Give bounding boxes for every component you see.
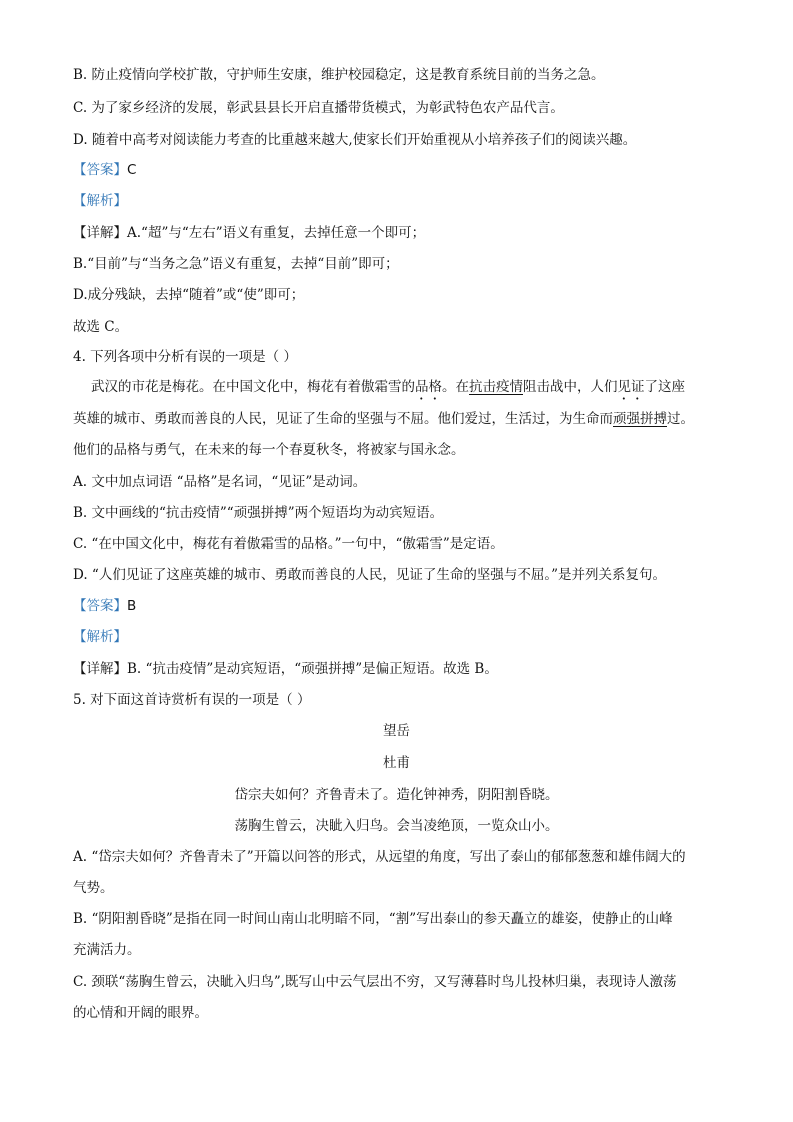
q4-option-c: C. “在中国文化中，梅花有着傲霜雪的品格。”一句中，“傲霜雪”是定语。 (73, 536, 504, 552)
q5-option-a-line-2: 气势。 (73, 880, 114, 896)
q4-passage-line-1 (91, 378, 685, 403)
q4-option-d: D. “人们见证了这座英雄的城市、勇敢而善良的人民，见证了生命的坚强与不屈。”是并列关系复句。 (73, 567, 666, 583)
answer-value: C (127, 162, 137, 178)
q4-option-a: A. 文中加点词语 “品格”是名词，“见证”是动词。 (73, 474, 367, 490)
q4-stem: 4. 下列各项中分析有误的一项是（ ） (73, 349, 297, 365)
answer-label: 【答案】 (73, 162, 127, 178)
q4-answer (73, 597, 136, 615)
q3-detail-2: B.“目前”与“当务之急”语义有重复，去掉“目前”即可； (73, 256, 399, 272)
q4-passage-line-3: 他们的品格与勇气，在未来的每一个春夏秋冬，将被家与国永念。 (73, 442, 465, 458)
q4-analysis-label: 【解析】 (73, 629, 127, 645)
answer-value: B (127, 598, 137, 614)
poem-line-1: 岱宗夫如何？齐鲁青未了。造化钟神秀，阴阳割昏晓。 (234, 787, 559, 803)
q3-option-d: D. 随着中高考对阅读能力考查的比重越来越大,使家长们开始重视从小培养孩子们的阅读兴趣。 (73, 132, 637, 148)
q4-option-b: B. 文中画线的“抗击疫情”“顽强拼搏”两个短语均为动宾短语。 (73, 505, 444, 521)
q3-analysis-label: 【解析】 (73, 193, 127, 209)
passage-text: 了这座 (644, 379, 685, 395)
poem-line-2: 荡胸生曾云，决眦入归鸟。会当凌绝顶，一览众山小。 (234, 818, 559, 834)
poem-author: 杜甫 (383, 755, 410, 771)
passage-text: 武汉的市花是梅花。在中国文化中，梅花有着傲霜雪的 (91, 379, 415, 395)
q3-option-b: B. 防止疫情向学校扩散，守护师生安康，维护校园稳定，这是教育系统目前的当务之急。 (73, 67, 605, 83)
q5-option-a-line-1: A. “岱宗夫如何？齐鲁青未了”开篇以问答的形式，从远望的角度，写出了泰山的郁郁葱葱和雄伟阔大的 (73, 849, 686, 865)
answer-label: 【答案】 (73, 598, 127, 614)
dotted-word: 品格 (415, 379, 442, 395)
q5-option-c-line-2: 的心情和开阔的眼界。 (73, 1005, 208, 1021)
q3-detail-1: 【详解】A.“超”与“左右”语义有重复，去掉任意一个即可； (73, 225, 426, 241)
q4-passage-line-2 (73, 410, 694, 428)
q5-stem: 5. 对下面这首诗赏析有误的一项是（ ） (73, 692, 311, 708)
underlined-phrase: 顽强拼搏 (613, 411, 667, 427)
q3-conclusion: 故选 C。 (73, 319, 129, 335)
poem-title: 望岳 (383, 723, 410, 739)
underlined-phrase: 抗击疫情 (469, 379, 523, 395)
q5-option-b-line-2: 充满活力。 (73, 942, 141, 958)
q3-option-c: C. 为了家乡经济的发展，彰武县县长开启直播带货模式，为彰武特色农产品代言。 (73, 100, 564, 116)
q5-option-c-line-1: C. 颈联“荡胸生曾云，决眦入归鸟”,既写山中云气层出不穷，又写薄暮时鸟儿投林归巢，表现诗人激荡 (73, 974, 677, 990)
dotted-word: 见证 (617, 379, 645, 395)
q3-detail-3: D.成分残缺，去掉“随着”或“使”即可； (73, 287, 305, 303)
passage-text: 英雄的城市、勇敢而善良的人民，见证了生命的坚强与不屈。他们爱过，生活过，为生命而 (73, 411, 613, 427)
q4-detail: 【详解】B. “抗击疫情”是动宾短语，“顽强拼搏”是偏正短语。故选 B。 (73, 661, 498, 677)
passage-text: 过。 (667, 411, 694, 427)
q3-answer (73, 161, 136, 179)
q5-option-b-line-1: B. “阴阳割昏晓”是指在同一时间山南山北明暗不同，“割”写出泰山的参天矗立的雄姿，使静止的山峰 (73, 911, 673, 927)
passage-text: 阻击战中，人们 (523, 379, 618, 395)
passage-text: 。在 (442, 379, 469, 395)
